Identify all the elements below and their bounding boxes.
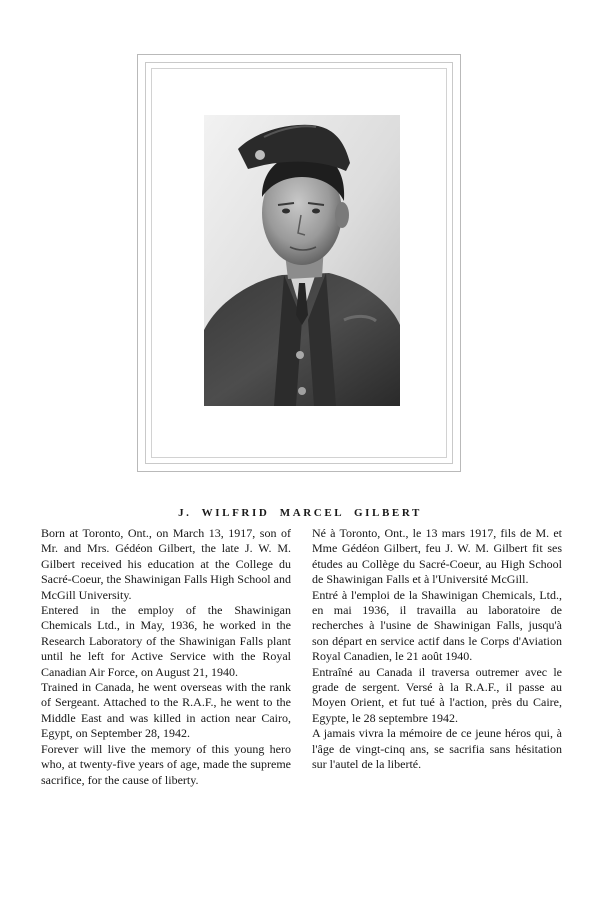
person-name-heading: J. WILFRID MARCEL GILBERT: [178, 507, 422, 519]
portrait-photo: [204, 115, 400, 406]
french-paragraph: Entraîné au Canada il traversa outremer avec le grade de sergent. Versé à la R.A.F., il passe au Moyen Orient, et fut tué à l'action, près du Caire, Egypte, le 28 septembre 1942.: [312, 664, 562, 725]
portrait-icon: [204, 115, 400, 406]
english-paragraph: Entered in the employ of the Shawinigan Chemicals Ltd., in May, 1936, he worked in the Research Laboratory of the Shawinigan Falls plant until he left for Active Service with the Royal Canadian Air Force, on August 21, 1940.: [41, 603, 291, 679]
english-column: [41, 526, 291, 788]
french-paragraph: A jamais vivra la mémoire de ce jeune héros qui, à l'âge de vingt-cinq ans, se sacrifia sans hésitation sur l'autel de la liberté.: [312, 726, 562, 772]
english-paragraph: Born at Toronto, Ont., on March 13, 1917, son of Mr. and Mrs. Gédéon Gilbert, the late J. W. M. Gilbert received his education at the College du Sacré-Coeur, the Shawinigan Falls High School and McGill University.: [41, 526, 291, 602]
english-paragraph: Trained in Canada, he went overseas with the rank of Sergeant. Attached to the R.A.F., he went to the Middle East and was killed in action near Cairo, Egypt, on September 28, 1942.: [41, 680, 291, 741]
french-column: [312, 526, 562, 773]
french-paragraph: Né à Toronto, Ont., le 13 mars 1917, fils de M. et Mme Gédéon Gilbert, feu J. W. M. Gilbert fit ses études au Collège du Sacré-Coeur, au High School de Shawinigan Falls et à l'Université McGill.: [312, 526, 562, 587]
english-paragraph: Forever will live the memory of this young hero who, at twenty-five years of age, made the supreme sacrifice, for the cause of liberty.: [41, 741, 291, 787]
french-paragraph: Entré à l'emploi de la Shawinigan Chemicals, Ltd., en mai 1936, il travailla au laboratoire de recherches à l'usine de Shawinigan Falls, jusqu'à son départ en service actif dans le Corps d'Aviation Royal Canadien, le 21 août 1940.: [312, 587, 562, 664]
